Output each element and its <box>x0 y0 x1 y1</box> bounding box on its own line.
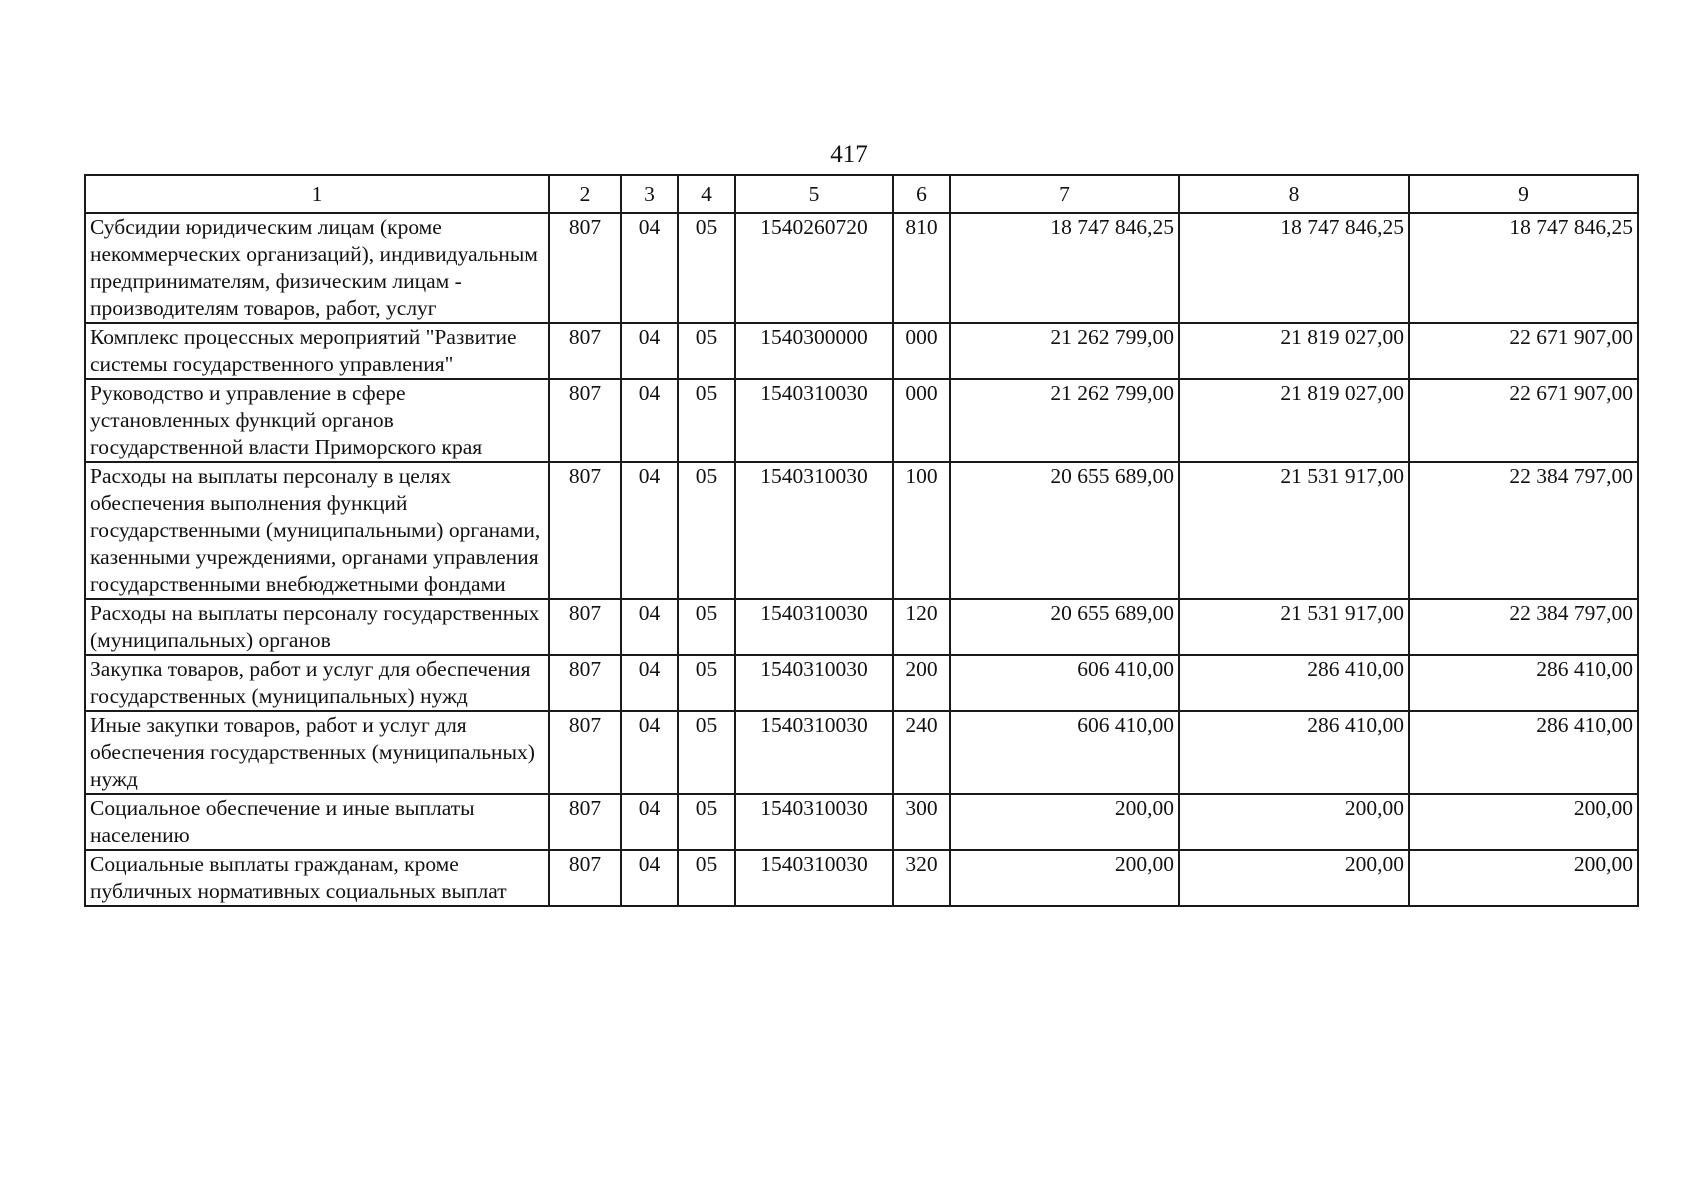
amount-cell-9: 22 671 907,00 <box>1409 379 1638 462</box>
amount-cell-9: 22 384 797,00 <box>1409 599 1638 655</box>
budget-table <box>84 174 1639 907</box>
amount-cell-7: 20 655 689,00 <box>950 462 1179 599</box>
target-article-cell: 1540310030 <box>735 850 893 906</box>
subsection-cell: 05 <box>678 379 735 462</box>
amount-cell-8: 286 410,00 <box>1179 655 1409 711</box>
subsection-cell: 05 <box>678 213 735 323</box>
table-row <box>85 850 1638 906</box>
target-article-cell: 1540300000 <box>735 323 893 379</box>
budget-code-cell: 807 <box>549 379 621 462</box>
budget-code-cell: 807 <box>549 711 621 794</box>
page-number: 417 <box>830 141 868 168</box>
row-name: Закупка товаров, работ и услуг для обеспечения государственных (муниципальных) нужд <box>85 655 549 711</box>
amount-cell-9: 286 410,00 <box>1409 711 1638 794</box>
amount-cell-9: 200,00 <box>1409 794 1638 850</box>
col-header: 7 <box>950 175 1179 213</box>
expense-type-cell: 100 <box>893 462 950 599</box>
table-row <box>85 711 1638 794</box>
section-cell: 04 <box>621 794 678 850</box>
section-cell: 04 <box>621 599 678 655</box>
row-name: Субсидии юридическим лицам (кроме некоммерческих организаций), индивидуальным предпринимателям, физическим лицам - производителям товаров, работ, услуг <box>85 213 549 323</box>
amount-cell-8: 21 531 917,00 <box>1179 462 1409 599</box>
target-article-cell: 1540310030 <box>735 599 893 655</box>
col-header: 9 <box>1409 175 1638 213</box>
col-header: 2 <box>549 175 621 213</box>
budget-code-cell: 807 <box>549 213 621 323</box>
amount-cell-8: 21 819 027,00 <box>1179 379 1409 462</box>
amount-cell-9: 22 671 907,00 <box>1409 323 1638 379</box>
amount-cell-8: 18 747 846,25 <box>1179 213 1409 323</box>
subsection-cell: 05 <box>678 794 735 850</box>
expense-type-cell: 120 <box>893 599 950 655</box>
col-header: 1 <box>85 175 549 213</box>
amount-cell-8: 286 410,00 <box>1179 711 1409 794</box>
target-article-cell: 1540260720 <box>735 213 893 323</box>
budget-code-cell: 807 <box>549 599 621 655</box>
target-article-cell: 1540310030 <box>735 655 893 711</box>
col-header: 3 <box>621 175 678 213</box>
table-row <box>85 655 1638 711</box>
amount-cell-9: 22 384 797,00 <box>1409 462 1638 599</box>
table-row <box>85 462 1638 599</box>
subsection-cell: 05 <box>678 655 735 711</box>
expense-type-cell: 320 <box>893 850 950 906</box>
section-cell: 04 <box>621 462 678 599</box>
section-cell: 04 <box>621 850 678 906</box>
row-name: Расходы на выплаты персоналу в целях обеспечения выполнения функций государственными (муниципальными) органами, казенными учреждениями, органами управления государственными внебюджетными фондами <box>85 462 549 599</box>
amount-cell-9: 200,00 <box>1409 850 1638 906</box>
section-cell: 04 <box>621 711 678 794</box>
expense-type-cell: 000 <box>893 323 950 379</box>
subsection-cell: 05 <box>678 599 735 655</box>
expense-type-cell: 810 <box>893 213 950 323</box>
amount-cell-7: 21 262 799,00 <box>950 379 1179 462</box>
amount-cell-9: 18 747 846,25 <box>1409 213 1638 323</box>
target-article-cell: 1540310030 <box>735 794 893 850</box>
target-article-cell: 1540310030 <box>735 462 893 599</box>
expense-type-cell: 300 <box>893 794 950 850</box>
amount-cell-9: 286 410,00 <box>1409 655 1638 711</box>
amount-cell-7: 606 410,00 <box>950 711 1179 794</box>
expense-type-cell: 000 <box>893 379 950 462</box>
row-name: Иные закупки товаров, работ и услуг для обеспечения государственных (муниципальных) нужд <box>85 711 549 794</box>
table-body <box>85 213 1638 906</box>
subsection-cell: 05 <box>678 711 735 794</box>
section-cell: 04 <box>621 379 678 462</box>
amount-cell-7: 200,00 <box>950 794 1179 850</box>
header-row <box>85 175 1638 213</box>
amount-cell-7: 18 747 846,25 <box>950 213 1179 323</box>
amount-cell-8: 21 819 027,00 <box>1179 323 1409 379</box>
amount-cell-7: 20 655 689,00 <box>950 599 1179 655</box>
row-name: Социальное обеспечение и иные выплаты населению <box>85 794 549 850</box>
budget-code-cell: 807 <box>549 655 621 711</box>
table-row <box>85 599 1638 655</box>
table-row <box>85 379 1638 462</box>
budget-code-cell: 807 <box>549 850 621 906</box>
amount-cell-7: 606 410,00 <box>950 655 1179 711</box>
section-cell: 04 <box>621 655 678 711</box>
budget-code-cell: 807 <box>549 323 621 379</box>
budget-code-cell: 807 <box>549 462 621 599</box>
col-header: 8 <box>1179 175 1409 213</box>
col-header: 6 <box>893 175 950 213</box>
col-header: 5 <box>735 175 893 213</box>
row-name: Расходы на выплаты персоналу государственных (муниципальных) органов <box>85 599 549 655</box>
amount-cell-8: 200,00 <box>1179 794 1409 850</box>
subsection-cell: 05 <box>678 323 735 379</box>
target-article-cell: 1540310030 <box>735 379 893 462</box>
table-row <box>85 794 1638 850</box>
table-row <box>85 323 1638 379</box>
amount-cell-7: 21 262 799,00 <box>950 323 1179 379</box>
budget-code-cell: 807 <box>549 794 621 850</box>
col-header: 4 <box>678 175 735 213</box>
row-name: Руководство и управление в сфере установленных функций органов государственной власти Приморского края <box>85 379 549 462</box>
row-name: Комплекс процессных мероприятий "Развитие системы государственного управления" <box>85 323 549 379</box>
amount-cell-8: 200,00 <box>1179 850 1409 906</box>
subsection-cell: 05 <box>678 462 735 599</box>
table-row <box>85 213 1638 323</box>
amount-cell-8: 21 531 917,00 <box>1179 599 1409 655</box>
amount-cell-7: 200,00 <box>950 850 1179 906</box>
target-article-cell: 1540310030 <box>735 711 893 794</box>
section-cell: 04 <box>621 323 678 379</box>
expense-type-cell: 240 <box>893 711 950 794</box>
section-cell: 04 <box>621 213 678 323</box>
expense-type-cell: 200 <box>893 655 950 711</box>
row-name: Социальные выплаты гражданам, кроме публичных нормативных социальных выплат <box>85 850 549 906</box>
subsection-cell: 05 <box>678 850 735 906</box>
